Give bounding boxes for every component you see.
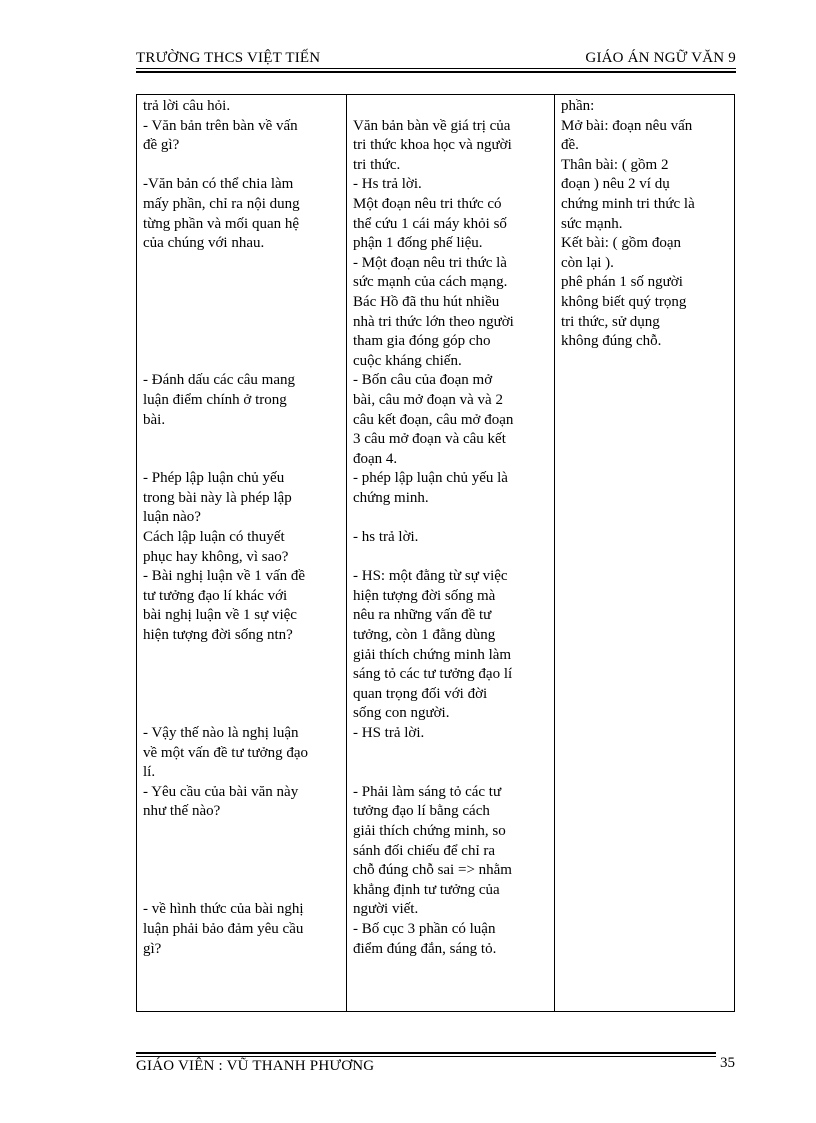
text-line: giải thích chứng minh làm xyxy=(353,646,512,663)
text-line: - Văn bản trên bàn về vấn xyxy=(143,117,298,134)
text-line: -Văn bản có thể chia làm xyxy=(143,176,294,193)
footer-teacher: GIÁO VIÊN : VŨ THANH PHƯƠNG xyxy=(136,1058,375,1074)
text-line: - Bố cục 3 phần có luận xyxy=(353,920,496,937)
text-line xyxy=(143,352,340,372)
text-line: - Một đoạn nêu tri thức là xyxy=(353,254,507,271)
text-line: phần: xyxy=(561,98,595,114)
text-line: chứng minh. xyxy=(353,489,429,506)
text-line: Một đoạn nêu tri thức có xyxy=(353,195,502,212)
text-line: trả lời câu hỏi. xyxy=(143,98,231,114)
content-cell xyxy=(555,95,735,1012)
text-line: chỗ đúng chỗ sai => nhằm xyxy=(353,862,512,879)
text-line: Văn bản bàn về giá trị của xyxy=(353,117,511,134)
text-line: Kết bài: ( gồm đoạn xyxy=(561,235,681,252)
text-line: của chúng với nhau. xyxy=(143,235,265,252)
text-line: sánh đối chiếu để chỉ ra xyxy=(353,842,496,859)
student-activity-cell xyxy=(347,95,555,1012)
text-line: tưởng đạo lí bằng cách xyxy=(353,803,490,820)
text-line: - Đánh dấu các câu mang xyxy=(143,372,296,389)
text-line: Bác Hồ đã thu hút nhiều xyxy=(353,293,500,310)
lesson-table xyxy=(136,94,735,1012)
text-line: đề gì? xyxy=(143,137,180,154)
text-line: lí. xyxy=(143,764,156,781)
footer-divider-thick xyxy=(136,1052,716,1054)
teacher-activity-cell xyxy=(137,95,347,1012)
text-line: luận phải bảo đảm yêu cầu xyxy=(143,920,304,937)
text-line: quan trọng đối với đời xyxy=(353,685,488,702)
text-line xyxy=(143,822,340,842)
text-line: - Phép lập luận chủ yếu xyxy=(143,470,285,487)
text-line: không đúng chỗ. xyxy=(561,333,662,350)
text-line xyxy=(353,97,548,117)
text-line: mấy phần, chỉ ra nội dung xyxy=(143,195,300,212)
text-line: câu kết đoạn, câu mở đoạn xyxy=(353,411,514,428)
text-line: tri thức khoa học và người xyxy=(353,137,512,154)
text-line: sáng tỏ các tư tưởng đạo lí xyxy=(353,666,513,683)
text-line: luận nào? xyxy=(143,509,201,526)
text-line xyxy=(143,881,340,901)
text-line: phục hay không, vì sao? xyxy=(143,548,289,565)
text-line: - về hình thức của bài nghị xyxy=(143,901,304,918)
text-line: - Bài nghị luận về 1 vấn đề xyxy=(143,568,306,585)
text-line: chứng minh tri thức là xyxy=(561,195,695,212)
text-line: - HS: một đằng từ sự việc xyxy=(353,568,508,585)
footer-divider xyxy=(136,1056,716,1057)
text-line: cuộc kháng chiến. xyxy=(353,352,462,369)
text-line: như thế nào? xyxy=(143,803,221,820)
text-line: - Vậy thế nào là nghị luận xyxy=(143,725,299,741)
text-line: Cách lập luận có thuyết xyxy=(143,529,285,546)
text-line: - Bốn câu của đoạn mở xyxy=(353,372,493,389)
text-line: nhà tri thức lớn theo người xyxy=(353,313,514,330)
text-line: hiện tượng đời sống ntn? xyxy=(143,627,293,644)
text-line xyxy=(143,156,340,176)
header-divider xyxy=(136,68,736,69)
header-subject: GIÁO ÁN NGỮ VĂN 9 xyxy=(585,50,736,66)
text-line: tư tưởng đạo lí khác với xyxy=(143,587,288,604)
text-line xyxy=(143,273,340,293)
table-row xyxy=(137,95,735,1012)
text-line: còn lại ). xyxy=(561,254,614,271)
text-line: khẳng định tư tưởng của xyxy=(353,881,500,898)
page-number: 35 xyxy=(720,1055,735,1071)
text-line: sức mạnh. xyxy=(561,215,623,232)
text-line: giải thích chứng minh, so xyxy=(353,822,506,839)
text-line: - HS trả lời. xyxy=(353,725,425,741)
text-line xyxy=(353,744,548,764)
text-line xyxy=(143,293,340,313)
text-line: luận điểm chính ở trong xyxy=(143,391,287,408)
header-divider-thick xyxy=(136,71,736,73)
text-line: bài nghị luận về 1 sự việc xyxy=(143,607,297,624)
text-line xyxy=(353,548,548,568)
text-line: tri thức, sử dụng xyxy=(561,313,660,330)
text-line: đoạn 4. xyxy=(353,450,398,467)
text-line: - hs trả lời. xyxy=(353,529,419,546)
text-line xyxy=(143,313,340,333)
text-line: hiện tượng đời sống mà xyxy=(353,587,496,604)
text-line xyxy=(143,842,340,862)
text-line: - Hs trả lời. xyxy=(353,176,422,193)
text-line xyxy=(143,450,340,470)
text-line: từng phần và mối quan hệ xyxy=(143,215,300,232)
text-line: trong bài này là phép lập xyxy=(143,489,292,506)
text-line: gì? xyxy=(143,940,162,957)
text-line: tri thức. xyxy=(353,156,401,173)
text-line: người viết. xyxy=(353,901,419,918)
text-line: tham gia đóng góp cho xyxy=(353,333,491,350)
header-school: TRƯỜNG THCS VIỆT TIẾN xyxy=(136,50,321,66)
text-line: không biết quý trọng xyxy=(561,293,687,310)
text-line xyxy=(353,763,548,783)
text-line: điểm đúng đắn, sáng tỏ. xyxy=(353,940,497,957)
text-line: bài. xyxy=(143,411,166,428)
text-line xyxy=(143,646,340,666)
text-line: về một vấn đề tư tưởng đạo xyxy=(143,744,308,761)
text-line xyxy=(143,254,340,274)
text-line: Mở bài: đoạn nêu vấn xyxy=(561,117,693,134)
text-line: nêu ra những vấn đề tư xyxy=(353,607,492,624)
text-line xyxy=(143,861,340,881)
text-line xyxy=(353,508,548,528)
text-line xyxy=(143,430,340,450)
text-line: sống con người. xyxy=(353,705,450,722)
text-line xyxy=(143,665,340,685)
text-line: Thân bài: ( gồm 2 xyxy=(561,156,669,173)
text-line: đề. xyxy=(561,137,579,154)
text-line: phận 1 đống phế liệu. xyxy=(353,235,483,252)
text-line: thể cứu 1 cái máy khỏi số xyxy=(353,215,507,232)
text-line: sức mạnh của cách mạng. xyxy=(353,274,508,291)
text-line: phê phán 1 số người xyxy=(561,274,683,291)
text-line: - Phải làm sáng tỏ các tư xyxy=(353,783,502,800)
text-line: đoạn ) nêu 2 ví dụ xyxy=(561,176,670,193)
text-line xyxy=(143,332,340,352)
text-line: tưởng, còn 1 đằng dùng xyxy=(353,627,496,644)
text-line: bài, câu mở đoạn và và 2 xyxy=(353,391,503,408)
text-line xyxy=(143,704,340,724)
text-line: - Yêu cầu của bài văn này xyxy=(143,783,299,800)
text-line: 3 câu mở đoạn và câu kết xyxy=(353,431,506,448)
text-line xyxy=(143,685,340,705)
text-line: - phép lập luận chủ yếu là xyxy=(353,470,508,487)
